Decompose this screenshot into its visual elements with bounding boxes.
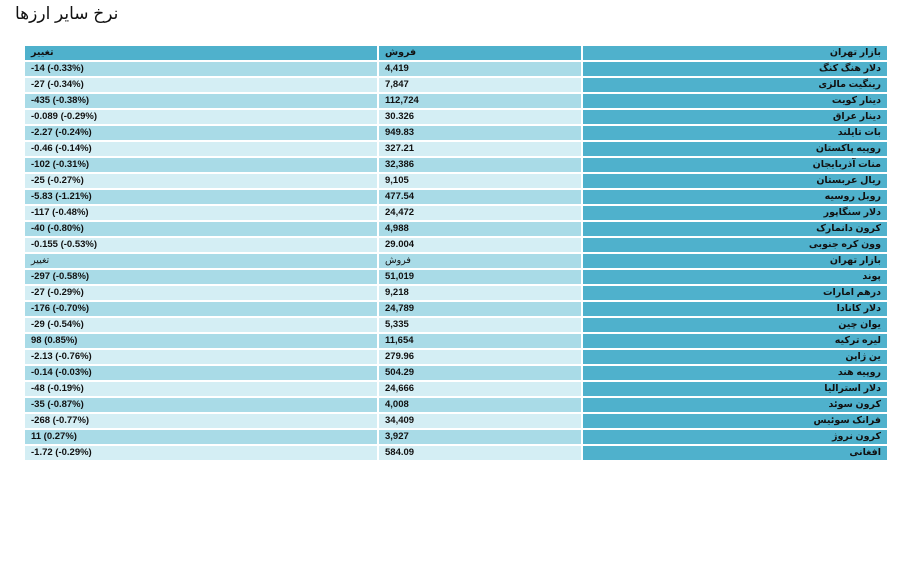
table-row [25, 62, 887, 76]
subheader-sell: فروش [379, 254, 581, 268]
sell-price: 11,654 [379, 334, 581, 348]
sell-price: 3,927 [379, 430, 581, 444]
page-title: نرخ سایر ارزها [15, 4, 119, 23]
change-value: -27 (-0.34%) [31, 79, 84, 90]
table-row [25, 446, 887, 460]
sell-price: 5,335 [379, 318, 581, 332]
change-cell [25, 398, 377, 412]
table-row [25, 334, 887, 348]
change-cell [25, 78, 377, 92]
table-row [25, 126, 887, 140]
change-value: -2.27 (-0.24%) [31, 127, 92, 138]
change-value: -5.83 (-1.21%) [31, 191, 92, 202]
change-value: -0.089 (-0.29%) [31, 111, 98, 122]
change-cell [25, 270, 377, 284]
sell-price: 112,724 [379, 94, 581, 108]
change-cell [25, 366, 377, 380]
change-value: -1.72 (-0.29%) [31, 447, 92, 458]
change-cell [25, 350, 377, 364]
table-row [25, 190, 887, 204]
currency-name: یوان چین [583, 318, 887, 332]
change-cell [25, 222, 377, 236]
change-value: -102 (-0.31%) [31, 159, 90, 170]
currency-name: دلار سنگاپور [583, 206, 887, 220]
header-sell: فروش [379, 46, 581, 60]
currency-name: دینار کویت [583, 94, 887, 108]
table-row [25, 350, 887, 364]
change-value: -35 (-0.87%) [31, 399, 84, 410]
change-value: -48 (-0.19%) [31, 383, 84, 394]
change-cell [25, 94, 377, 108]
sell-price: 4,988 [379, 222, 581, 236]
change-value: -27 (-0.29%) [31, 287, 84, 298]
header-change: تغییر [25, 46, 377, 60]
change-value: -0.155 (-0.53%) [31, 239, 98, 250]
currency-name: روبل روسیه [583, 190, 887, 204]
sell-price: 9,105 [379, 174, 581, 188]
currency-name: منات آذربایجان [583, 158, 887, 172]
sell-price: 32,386 [379, 158, 581, 172]
change-value: -176 (-0.70%) [31, 303, 90, 314]
currency-name: دلار هنگ کنگ [583, 62, 887, 76]
currency-name: فرانک سوئیس [583, 414, 887, 428]
change-value: -14 (-0.33%) [31, 63, 84, 74]
sell-price: 24,789 [379, 302, 581, 316]
change-cell [25, 206, 377, 220]
sell-price: 4,419 [379, 62, 581, 76]
sell-price: 584.09 [379, 446, 581, 460]
table-row [25, 110, 887, 124]
change-value: 98 (0.85%) [31, 335, 78, 346]
sell-price: 34,409 [379, 414, 581, 428]
currency-name: کرون نروژ [583, 430, 887, 444]
header-market: بازار تهران [583, 46, 887, 60]
change-value: -40 (-0.80%) [31, 223, 84, 234]
currency-name: افغانی [583, 446, 887, 460]
sell-price: 24,472 [379, 206, 581, 220]
table-row [25, 414, 887, 428]
change-value: -29 (-0.54%) [31, 319, 84, 330]
currency-name: دلار کانادا [583, 302, 887, 316]
currency-name: درهم امارات [583, 286, 887, 300]
change-value: -297 (-0.58%) [31, 271, 90, 282]
currency-name: کرون دانمارک [583, 222, 887, 236]
currency-rates-table [23, 44, 889, 462]
currency-name: پوند [583, 270, 887, 284]
currency-name: بات تایلند [583, 126, 887, 140]
sell-price: 504.29 [379, 366, 581, 380]
table-row [25, 222, 887, 236]
change-cell [25, 142, 377, 156]
table-row [25, 398, 887, 412]
currency-name: رینگیت مالزی [583, 78, 887, 92]
change-value: -25 (-0.27%) [31, 175, 84, 186]
change-cell [25, 110, 377, 124]
currency-name: دینار عراق [583, 110, 887, 124]
table-row [25, 302, 887, 316]
table-row [25, 94, 887, 108]
change-cell [25, 318, 377, 332]
currency-name: روپیه پاکستان [583, 142, 887, 156]
change-cell [25, 126, 377, 140]
table-header-row [25, 46, 887, 60]
sell-price: 9,218 [379, 286, 581, 300]
subheader-change: تغییر [25, 254, 377, 268]
change-value: -435 (-0.38%) [31, 95, 90, 106]
change-cell [25, 238, 377, 252]
change-value: -2.13 (-0.76%) [31, 351, 92, 362]
change-cell [25, 190, 377, 204]
change-cell [25, 414, 377, 428]
change-cell [25, 430, 377, 444]
table-row [25, 318, 887, 332]
sell-price: 7,847 [379, 78, 581, 92]
table-row [25, 78, 887, 92]
table-row [25, 382, 887, 396]
table-row [25, 270, 887, 284]
table-row [25, 174, 887, 188]
currency-name: دلار استرالیا [583, 382, 887, 396]
currency-name: ریال عربستان [583, 174, 887, 188]
table-row [25, 430, 887, 444]
sell-price: 29.004 [379, 238, 581, 252]
change-cell [25, 174, 377, 188]
change-cell [25, 158, 377, 172]
sell-price: 949.83 [379, 126, 581, 140]
subheader-market: بازار تهران [583, 254, 887, 268]
sell-price: 279.96 [379, 350, 581, 364]
table-row [25, 238, 887, 252]
change-cell [25, 302, 377, 316]
sell-price: 4,008 [379, 398, 581, 412]
currency-name: روپیه هند [583, 366, 887, 380]
table-row [25, 206, 887, 220]
table-row [25, 158, 887, 172]
change-cell [25, 62, 377, 76]
change-cell [25, 446, 377, 460]
sell-price: 24,666 [379, 382, 581, 396]
change-value: 11 (0.27%) [31, 431, 77, 442]
change-value: -268 (-0.77%) [31, 415, 90, 426]
change-cell [25, 382, 377, 396]
table-row [25, 366, 887, 380]
currency-name: لیره ترکیه [583, 334, 887, 348]
sell-price: 30.326 [379, 110, 581, 124]
currency-name: کرون سوئد [583, 398, 887, 412]
table-row [25, 286, 887, 300]
table-row [25, 142, 887, 156]
change-value: -0.46 (-0.14%) [31, 143, 92, 154]
change-cell [25, 334, 377, 348]
table-subheader-row [25, 254, 887, 268]
change-value: -0.14 (-0.03%) [31, 367, 92, 378]
sell-price: 477.54 [379, 190, 581, 204]
sell-price: 51,019 [379, 270, 581, 284]
currency-name: ین ژاپن [583, 350, 887, 364]
sell-price: 327.21 [379, 142, 581, 156]
change-value: -117 (-0.48%) [31, 207, 89, 218]
currency-name: وون کره جنوبی [583, 238, 887, 252]
change-cell [25, 286, 377, 300]
